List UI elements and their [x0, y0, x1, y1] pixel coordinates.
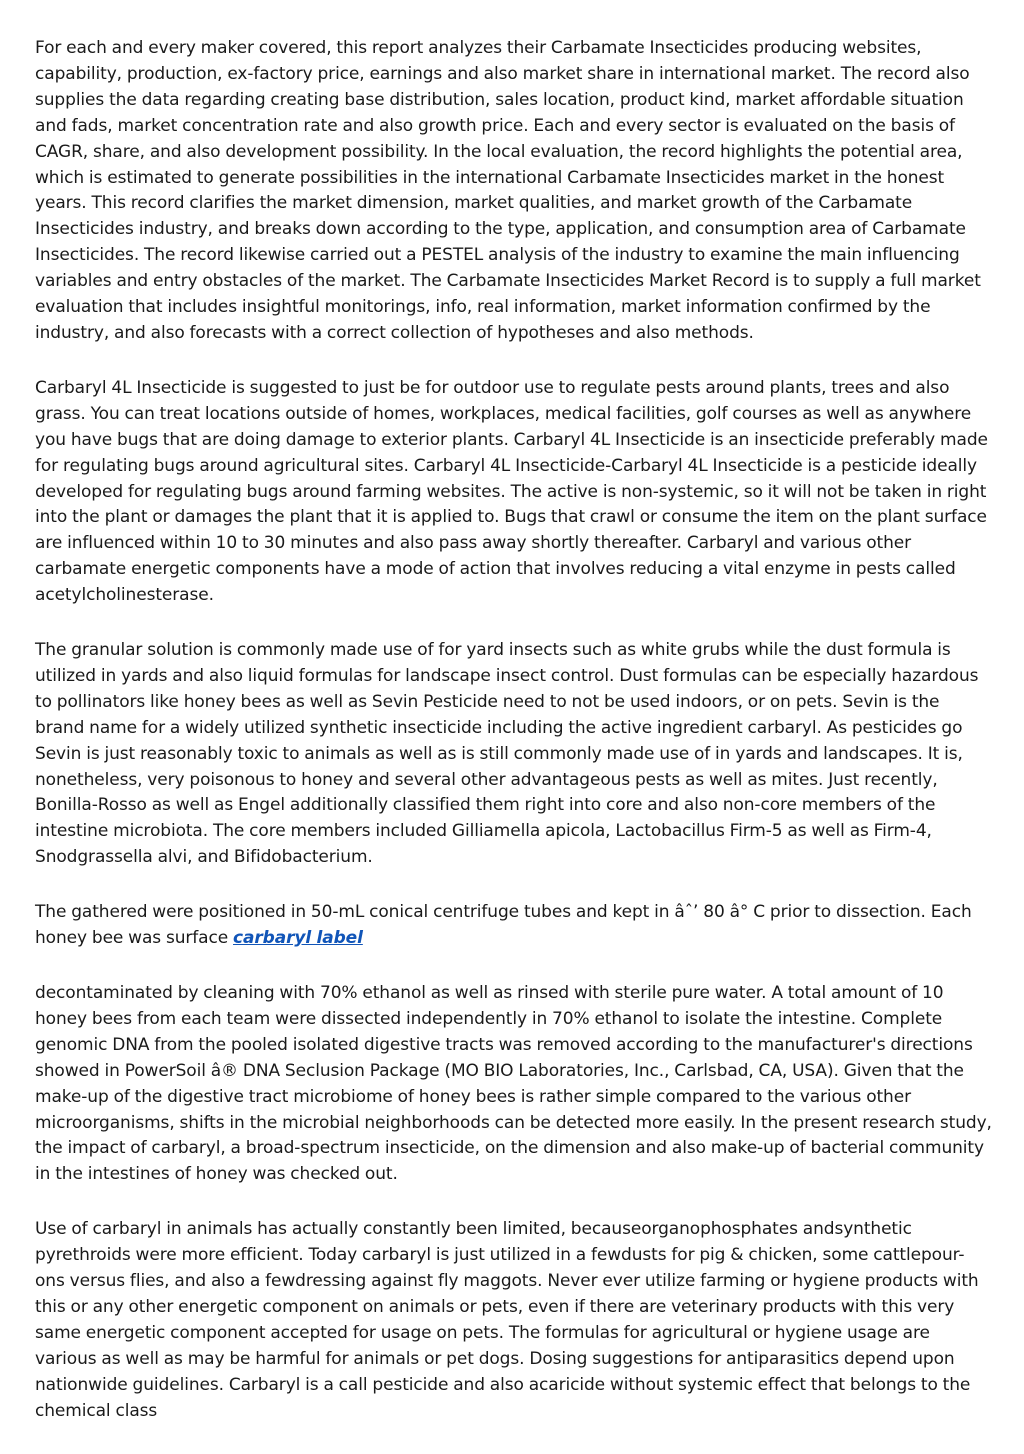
- paragraph-honey-bee-collection-text: The gathered were positioned in 50-mL conical centrifuge tubes and kept in âˆ’ 80 â° C prior to dissection. Each honey bee was surface: [35, 902, 972, 949]
- paragraph-carbaryl-animals: Use of carbaryl in animals has actually constantly been limited, becauseorganophosphates andsynthetic pyrethroids were more efficient. Today carbaryl is just utilized in a fewdusts for pig & chicken, some cattlepour-ons versus flies, and also a fewdressing against fly maggots. Never ever utilize farming or hygiene products with this or any other energetic component on animals or pets, even if there are veterinary products with this very same energetic component accepted for usage on pets. The formulas for agricultural or hygiene usage are various as well as may be harmful for animals or pet dogs. Dosing suggestions for antiparasitics depend upon nationwide guidelines. Carbaryl is a call pesticide and also acaricide without systemic effect that belongs to the chemical class: [35, 1219, 979, 1421]
- paragraph-carbaryl-4l-insecticide: Carbaryl 4L Insecticide is suggested to just be for outdoor use to regulate pests around plants, trees and also grass. You can treat locations outside of homes, workplaces, medical facilities, golf courses as well as anywhere you have bugs that are doing damage to exterior plants. Carbaryl 4L Insecticide is an insecticide preferably made for regulating bugs around agricultural sites. Carbaryl 4L Insecticide-Carbaryl 4L Insecticide is a pesticide ideally developed for regulating bugs around farming websites. The active is non-systemic, so it will not be taken in right into the plant or damages the plant that it is applied to. Bugs that crawl or consume the item on the plant surface are influenced within 10 to 30 minutes and also pass away shortly thereafter. Carbaryl and various other carbamate energetic components have a mode of action that involves reducing a vital enzyme in pests called acetylcholinesterase.: [35, 377, 988, 606]
- carbaryl-label-link[interactable]: carbaryl label: [233, 928, 363, 949]
- paragraph-carbamate-market-report: For each and every maker covered, this report analyzes their Carbamate Insecticides producing websites, capability, production, ex-factory price, earnings and also market share in international market. The record also supplies the data regarding creating base distribution, sales location, product kind, market affordable situation and fads, market concentration rate and also growth price. Each and every sector is evaluated on the basis of CAGR, share, and also development possibility. In the local evaluation, the record highlights the potential area, which is estimated to generate possibilities in the international Carbamate Insecticides market in the honest years. This record clarifies the market dimension, market qualities, and market growth of the Carbamate Insecticides industry, and breaks down according to the type, application, and consumption area of Carbamate Insecticides. The record likewise carried out a PESTEL analysis of the industry to examine the main influencing variables and entry obstacles of the market. The Carbamate Insecticides Market Record is to supply a full market evaluation that includes insightful monitorings, info, real information, market information confirmed by the industry, and also forecasts with a correct collection of hypotheses and also methods.: [35, 38, 981, 343]
- paragraph-decontamination: decontaminated by cleaning with 70% ethanol as well as rinsed with sterile pure water. A total amount of 10 honey bees from each team were dissected independently in 70% ethanol to isolate the intestine. Complete genomic DNA from the pooled isolated digestive tracts was removed according to the manufacturer's directions showed in PowerSoil â® DNA Seclusion Package (MO BIO Laboratories, Inc., Carlsbad, CA, USA). Given that the make-up of the digestive tract microbiome of honey bees is rather simple compared to the various other microorganisms, shifts in the microbial neighborhoods can be detected more easily. In the present research study, the impact of carbaryl, a broad-spectrum insecticide, on the dimension and also make-up of bacterial community in the intestines of honey was checked out.: [35, 983, 992, 1185]
- paragraph-granular-solution: The granular solution is commonly made use of for yard insects such as white grubs while the dust formula is utilized in yards and also liquid formulas for landscape insect control. Dust formulas can be especially hazardous to pollinators like honey bees as well as Sevin Pesticide need to not be used indoors, or on pets. Sevin is the brand name for a widely utilized synthetic insecticide including the active ingredient carbaryl. As pesticides go Sevin is just reasonably toxic to animals as well as is still commonly made use of in yards and landscapes. It is, nonetheless, very poisonous to honey and several other advantageous pests as well as mites. Just recently, Bonilla-Rosso as well as Engel additionally classified them right into core and also non-core members of the intestine microbiota. The core members included Gilliamella apicola, Lactobacillus Firm-5 as well as Firm-4, Snodgrassella alvi, and Bifidobacterium.: [35, 640, 979, 868]
- document-body: [35, 36, 993, 1454]
- paragraph-honey-bee-collection: [35, 900, 993, 952]
